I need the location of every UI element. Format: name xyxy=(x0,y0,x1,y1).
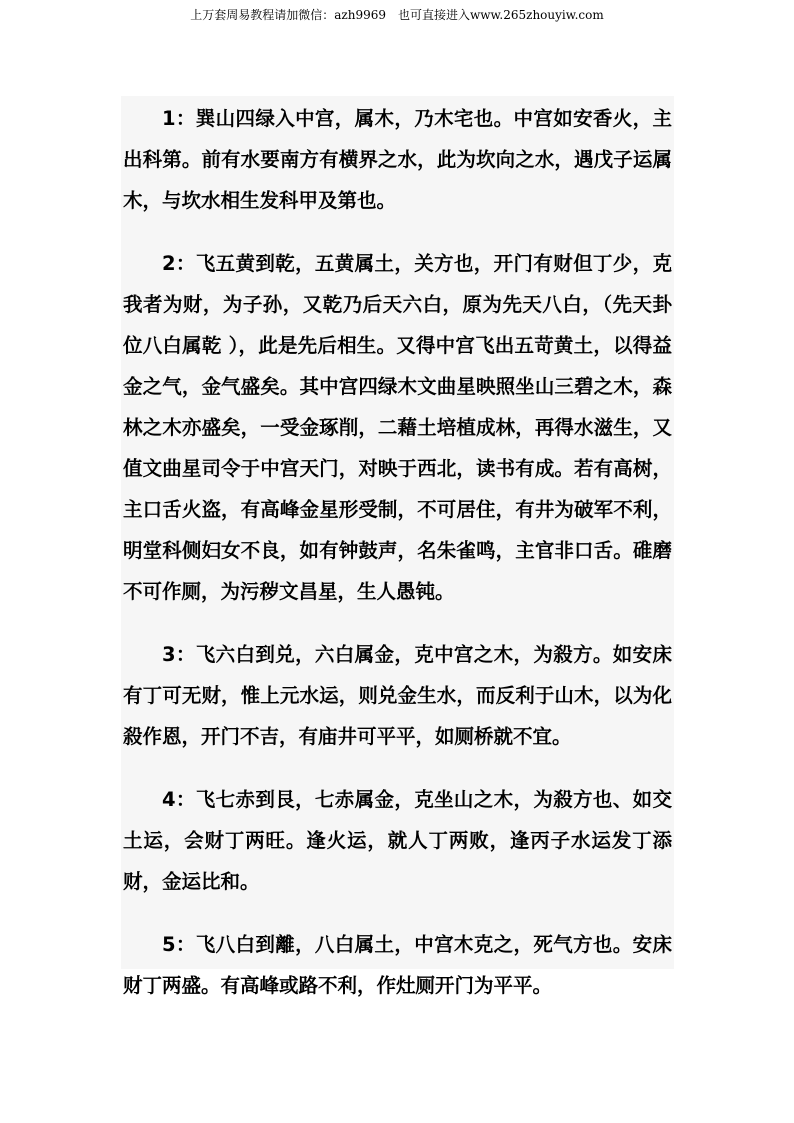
page-header-watermark: 上万套周易教程请加微信：azh9969 也可直接进入www.265zhouyiw.com xyxy=(190,8,604,22)
paragraph-5: 5：飞八白到離，八白属土，中宫木克之，死气方也。安床财丁两盛。有高峰或路不利，作灶厕开门为平平。 xyxy=(123,933,672,997)
paragraph-4: 4：飞七赤到艮，七赤属金，克坐山之木，为殺方也、如交土运，会财丁两旺。逢火运，就人丁两败，逢丙子水运发丁添财，金运比和。 xyxy=(123,788,672,893)
paragraph-3: 3：飞六白到兑，六白属金，克中宫之木，为殺方。如安床有丁可无财，惟上元水运，则兑金生水，而反利于山木，以为化殺作恩，开门不吉，有庙井可平平，如厕桥就不宜。 xyxy=(123,643,672,748)
document-body xyxy=(121,96,674,997)
paragraph-1: 1：巽山四绿入中宫，属木，乃木宅也。中宫如安香火，主出科第。前有水要南方有横界之水，此为坎向之水，遇戊子运属木，与坎水相生发科甲及第也。 xyxy=(123,107,672,212)
paragraph-2: 2：飞五黄到乾，五黄属土，关方也，开门有财但丁少，克我者为财，为子孙，又乾乃后天六白，原为先天八白，（先天卦位八白属乾 ），此是先后相生。又得中宫飞出五苛黄土，以得益金之气，金气盛矣。其中宫四绿木文曲星映照坐山三碧之木，森林之木亦盛矣，一受金琢削，二藉土培植成林，再得水滋生，又值文曲星司令于中宫天门，对映于西北，读书有成。若有高树，主口舌火盗，有高峰金星形受制，不可居住，有井为破军不利，明堂科侧妇女不良，如有钟鼓声，名朱雀鸣，主官非口舌。碓磨不可作厕，为污秽文昌星，生人愚钝。 xyxy=(123,252,672,603)
